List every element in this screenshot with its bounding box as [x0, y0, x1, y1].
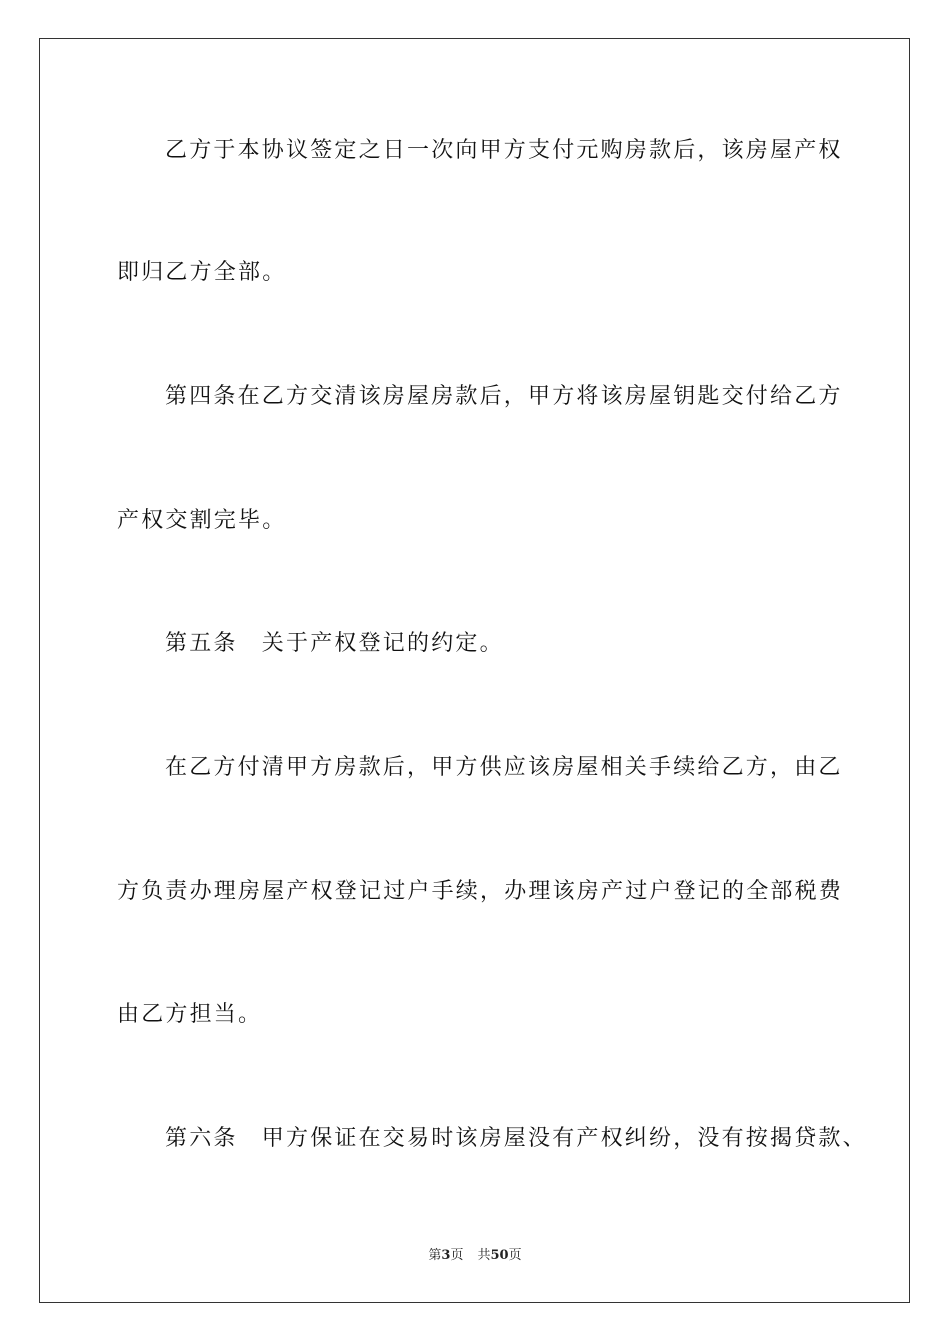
paragraph-line-8: 由乙方担当。 — [117, 1002, 263, 1027]
paragraph-line-1: 乙方于本协议签定之日一次向甲方支付元购房款后，该房屋产权 — [165, 138, 843, 163]
paragraph-line-3: 第四条在乙方交清该房屋房款后，甲方将该房屋钥匙交付给乙方 — [165, 384, 843, 409]
paragraph-line-2: 即归乙方全部。 — [117, 260, 287, 285]
page-frame — [39, 38, 910, 1303]
paragraph-line-6: 在乙方付清甲方房款后，甲方供应该房屋相关手续给乙方，由乙 — [165, 755, 843, 780]
article-five-heading: 第五条 关于产权登记的约定。 — [165, 631, 504, 656]
footer-total-suffix: 页 — [508, 1248, 522, 1263]
footer-page-number: 3 — [441, 1248, 451, 1263]
article-six-line: 第六条 甲方保证在交易时该房屋没有产权纠纷，没有按揭贷款、 — [165, 1126, 867, 1151]
footer-total-pages: 50 — [490, 1248, 509, 1263]
paragraph-line-7: 方负责办理房屋产权登记过户手续，办理该房产过户登记的全部税费 — [117, 879, 844, 904]
page-footer — [0, 1247, 950, 1265]
footer-total-prefix: 共 — [477, 1248, 491, 1263]
footer-page-prefix: 第 — [428, 1248, 442, 1263]
paragraph-line-4: 产权交割完毕。 — [117, 508, 287, 533]
footer-page-suffix: 页 — [450, 1248, 464, 1263]
